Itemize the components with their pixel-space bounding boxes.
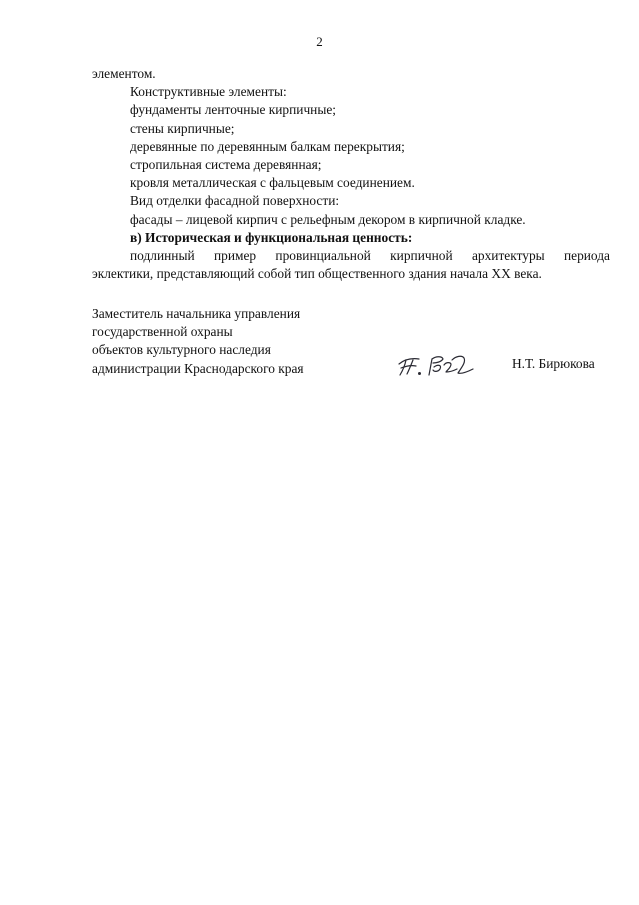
position-line: администрации Краснодарского края <box>92 360 304 376</box>
paragraph-line: подлинный пример провинциальной кирпичной архитектуры периода <box>130 248 610 264</box>
page-number: 2 <box>316 34 323 49</box>
handwritten-signature <box>396 350 476 382</box>
signatory-position <box>92 305 304 378</box>
signer-name: Н.Т. Бирюкова <box>512 356 595 371</box>
text-line: Вид отделки фасадной поверхности: <box>130 193 340 209</box>
text-line: фасады – лицевой кирпич с рельефным декором в кирпичной кладке. <box>130 211 526 227</box>
text-line: стены кирпичные; <box>130 120 235 136</box>
text-line: деревянные по деревянным балкам перекрытия; <box>130 138 405 154</box>
text-line: элементом. <box>92 66 156 81</box>
position-line: объектов культурного наследия <box>92 342 271 358</box>
text-line: Конструктивные элементы: <box>130 84 287 100</box>
text-line: фундаменты ленточные кирпичные; <box>130 102 337 118</box>
paragraph-line: эклектики, представляющий собой тип общественного здания начала XX века. <box>92 266 542 282</box>
text-line: стропильная система деревянная; <box>130 157 322 173</box>
section-heading: в) Историческая и функциональная ценность: <box>130 229 413 245</box>
document-body <box>92 65 610 283</box>
position-line: государственной охраны <box>92 324 233 340</box>
text-line: кровля металлическая с фальцевым соединением. <box>130 175 415 191</box>
position-line: Заместитель начальника управления <box>92 306 301 321</box>
